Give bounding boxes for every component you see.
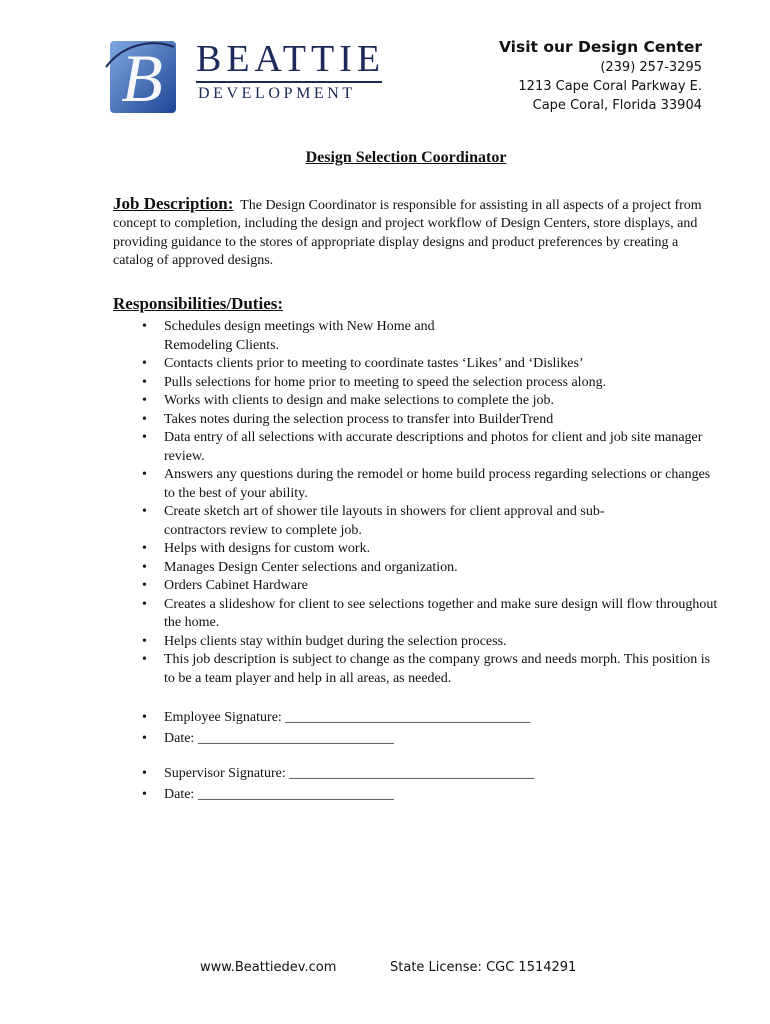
responsibilities-heading: Responsibilities/Duties: [113, 294, 284, 313]
contact-heading: Visit our Design Center [498, 38, 702, 56]
job-description-label: Job Description: [113, 194, 234, 213]
list-item: • Works with clients to design and make selections to complete the job. [164, 392, 724, 411]
brand-name: BEATTIE [196, 38, 386, 80]
job-description [113, 195, 703, 271]
supervisor-signature-line[interactable]: • Supervisor Signature: ___________________________________ [164, 763, 534, 784]
list-item: • Manages Design Center selections and organization. [164, 559, 724, 578]
supervisor-signature-block [164, 763, 534, 805]
list-item: • Orders Cabinet Hardware [164, 577, 724, 596]
list-item: • Data entry of all selections with accurate descriptions and photos for client and job site manager review. [164, 429, 724, 466]
footer-license: State License: CGC 1514291 [390, 960, 577, 975]
list-item: • Answers any questions during the remodel or home build process regarding selections or changes to the best of your ability. [164, 466, 724, 503]
footer-website[interactable]: www.Beattiedev.com [200, 960, 337, 975]
employee-date-line[interactable]: • Date: ____________________________ [164, 728, 530, 749]
job-description-text: The Design Coordinator is responsible for assisting in all aspects of a project from concept to completion, including the design and project workflow of Design Centers, store displays, and providing guidance to the stores of appropriate display designs and product preferences by creating a catalog of approved designs. [113, 198, 702, 269]
list-item: • Takes notes during the selection process to transfer into BuilderTrend [164, 411, 724, 430]
duties-list [164, 318, 724, 688]
beattie-monogram-icon [104, 37, 180, 117]
contact-block [499, 36, 702, 115]
list-item: • Create sketch art of shower tile layouts in showers for client approval and sub-contractors review to complete job. [164, 503, 644, 540]
contact-street: 1213 Cape Coral Parkway E. [518, 79, 702, 94]
brand-divider [196, 81, 382, 83]
contact-phone: (239) 257-3295 [600, 60, 702, 75]
supervisor-date-line[interactable]: • Date: ____________________________ [164, 784, 534, 805]
list-item: • Helps with designs for custom work. [164, 540, 724, 559]
svg-text:B: B [121, 40, 163, 116]
company-logo [104, 37, 394, 119]
contact-city: Cape Coral, Florida 33904 [532, 98, 702, 113]
list-item: • This job description is subject to change as the company grows and needs morph. This position is to be a team player and help in all areas, as needed. [164, 651, 724, 688]
brand-subtitle: DEVELOPMENT [198, 85, 356, 102]
list-item: • Pulls selections for home prior to meeting to speed the selection process along. [164, 374, 724, 393]
document-title: Design Selection Coordinator [305, 149, 507, 166]
list-item: • Contacts clients prior to meeting to coordinate tastes ‘Likes’ and ‘Dislikes’ [164, 355, 724, 374]
employee-signature-line[interactable]: • Employee Signature: ___________________________________ [164, 707, 530, 728]
list-item: • Helps clients stay within budget during the selection process. [164, 633, 724, 652]
list-item: • Schedules design meetings with New Home and Remodeling Clients. [164, 318, 464, 355]
employee-signature-block [164, 707, 530, 749]
list-item: • Creates a slideshow for client to see selections together and make sure design will flow throughout the home. [164, 596, 724, 633]
